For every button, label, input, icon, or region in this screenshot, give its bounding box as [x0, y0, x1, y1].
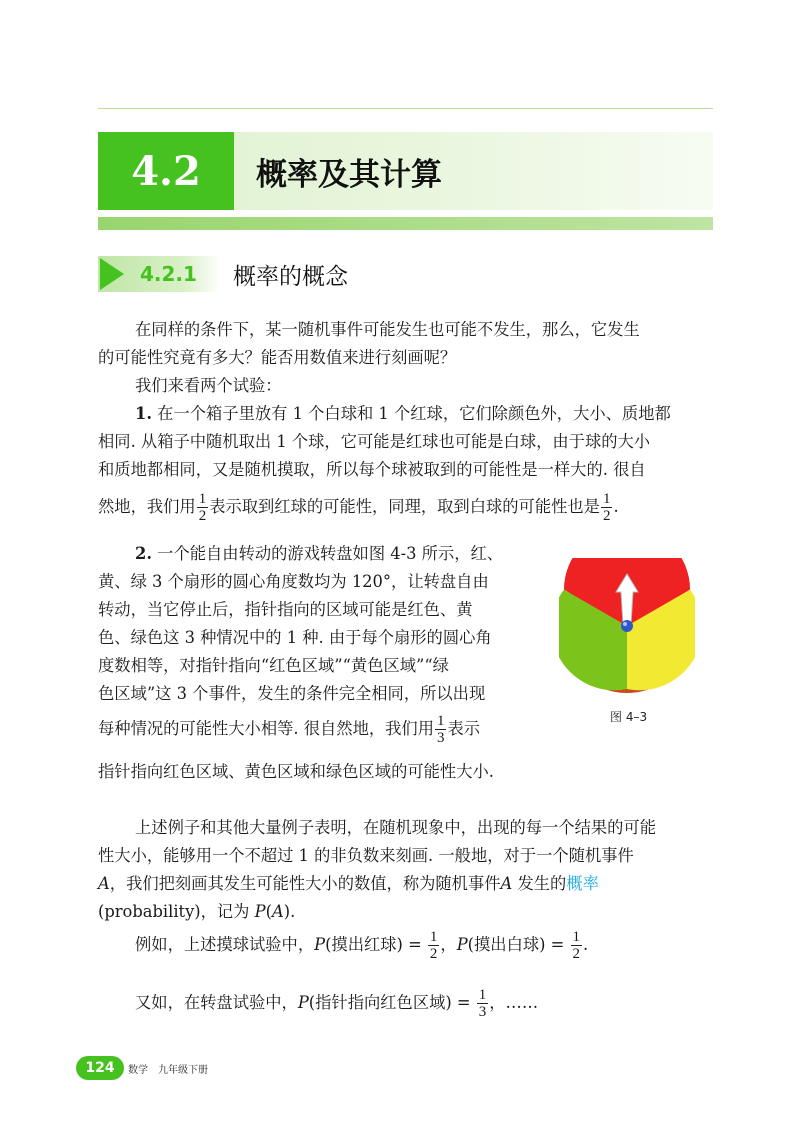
fraction-denominator: 3 — [478, 1004, 487, 1020]
fraction-numerator: 1 — [572, 929, 580, 945]
spinner-hub — [621, 620, 633, 632]
paren-open: ( — [265, 902, 272, 921]
exp1-text-4b: 表示取到红球的可能性，同理，取到白球的可能性也是 — [209, 497, 600, 516]
definition-text-3b: ，我们把刻画其发生可能性大小的数值，称为随机事件 — [109, 874, 501, 893]
subsection-title: 概率的概念 — [233, 263, 348, 290]
exp2-line-2: 黄、绿 3 个扇形的圆心角度数均为 120°，让转盘自由 — [98, 572, 489, 591]
fraction-numerator: 1 — [478, 987, 487, 1003]
intro-line-3: 我们来看两个试验： — [135, 376, 282, 395]
book-title: 数学 九年级下册 — [128, 1065, 208, 1076]
section-header — [98, 132, 713, 210]
fraction-numerator: 1 — [429, 929, 438, 945]
fraction-denominator: 2 — [572, 946, 580, 962]
intro-line-2: 的可能性究竟有多大？能否用数值来进行刻画呢？ — [98, 348, 457, 367]
exp2-line-4: 色、绿色这 3 种情况中的 1 种. 由于每个扇形的圆心角 — [98, 628, 492, 647]
figure-caption: 图 4–3 — [610, 710, 648, 724]
exp2-line-1 — [135, 542, 503, 566]
fraction-numerator: 1 — [602, 491, 611, 507]
definition-text-4a: (probability)，记为 — [98, 902, 255, 921]
exp2-text-7a: 每种情况的可能性大小相等. 很自然地，我们用 — [98, 719, 434, 738]
fraction-one-half — [197, 491, 209, 524]
probability-symbol: P — [314, 935, 326, 954]
probability-symbol: P — [456, 935, 468, 954]
example1-text-d: (摸出白球) = — [467, 935, 570, 954]
example1-text-c: ， — [440, 935, 457, 954]
fraction-one-third — [435, 713, 447, 746]
hub-highlight — [623, 622, 627, 626]
exp2-line-8: 指针指向红色区域、黄色区域和绿色区域的可能性大小. — [98, 762, 494, 781]
event-symbol: A — [98, 874, 110, 893]
definition-text-3d: 发生的 — [512, 874, 567, 893]
fraction-numerator: 1 — [198, 491, 207, 507]
exp1-number: 1. — [135, 404, 152, 423]
exp1-line-2: 相同. 从箱子中随机取出 1 个球，它可能是红球也可能是白球，由于球的大小 — [98, 432, 651, 451]
example1-text-e: . — [583, 935, 589, 954]
spinner-figure — [559, 558, 695, 694]
fraction-denominator: 3 — [436, 730, 445, 746]
fraction-denominator: 2 — [198, 508, 207, 524]
exp1-text-1: 在一个箱子里放有 1 个白球和 1 个红球，它们除颜色外，大小、质地都 — [152, 404, 671, 423]
exp2-text-1: 一个能自由转动的游戏转盘如图 4-3 所示，红、 — [152, 544, 504, 563]
fraction-one-half — [428, 929, 440, 962]
probability-symbol: P — [297, 993, 309, 1012]
exp1-line-3: 和质地都相同，又是随机摸取，所以每个球被取到的可能性是一样大的. 很自 — [98, 460, 646, 479]
exp1-text-4c: . — [613, 497, 619, 516]
example-line-2 — [135, 982, 538, 1024]
key-term-probability: 概率 — [566, 874, 599, 893]
example2-text-a: 又如，在转盘试验中， — [135, 993, 298, 1012]
example2-text-c: ，…… — [489, 993, 539, 1012]
exp1-text-4a: 然地，我们用 — [98, 497, 196, 516]
exp2-line-6: 色区域”这 3 个事件，发生的条件完全相同，所以出现 — [98, 684, 486, 703]
example1-text-a: 例如，上述摸球试验中， — [135, 935, 315, 954]
section-underline — [98, 217, 713, 230]
subsection-number: 4.2.1 — [140, 262, 197, 286]
example-line-1 — [135, 924, 588, 966]
exp2-number: 2. — [135, 544, 152, 563]
definition-line-1: 上述例子和其他大量例子表明，在随机现象中，出现的每一个结果的可能 — [135, 818, 657, 837]
fraction-one-half — [571, 929, 583, 962]
probability-symbol: P — [254, 902, 266, 921]
fraction-one-third — [477, 987, 489, 1020]
exp1-line-1 — [135, 402, 671, 426]
definition-line-2: 性大小，能够用一个不超过 1 的非负数来刻画. 一般地，对于一个随机事件 — [98, 846, 634, 865]
fraction-one-half — [601, 491, 613, 524]
example2-text-b: (指针指向红色区域) = — [308, 993, 476, 1012]
play-arrow-icon — [100, 258, 124, 290]
paren-close: ). — [283, 902, 296, 921]
fraction-denominator: 2 — [602, 508, 611, 524]
exp2-line-3: 转动，当它停止后，指针指向的区域可能是红色、黄 — [98, 600, 473, 619]
exp1-line-4 — [98, 486, 619, 528]
section-number: 4.2 — [98, 132, 234, 210]
definition-line-3 — [98, 872, 599, 896]
definition-line-4 — [98, 900, 295, 924]
fraction-denominator: 2 — [429, 946, 438, 962]
event-symbol: A — [500, 874, 513, 893]
top-rule — [98, 108, 713, 109]
exp2-line-7 — [98, 708, 480, 750]
example1-text-b: (摸出红球) = — [325, 935, 427, 954]
page-number: 124 — [76, 1056, 124, 1080]
intro-line-1: 在同样的条件下，某一随机事件可能发生也可能不发生，那么，它发生 — [135, 320, 640, 339]
exp2-line-5: 度数相等，对指针指向“红色区域”“黄色区域”“绿 — [98, 656, 449, 675]
fraction-numerator: 1 — [436, 713, 445, 729]
exp2-text-7b: 表示 — [447, 719, 481, 738]
event-symbol: A — [271, 902, 284, 921]
section-title: 概率及其计算 — [256, 156, 442, 193]
